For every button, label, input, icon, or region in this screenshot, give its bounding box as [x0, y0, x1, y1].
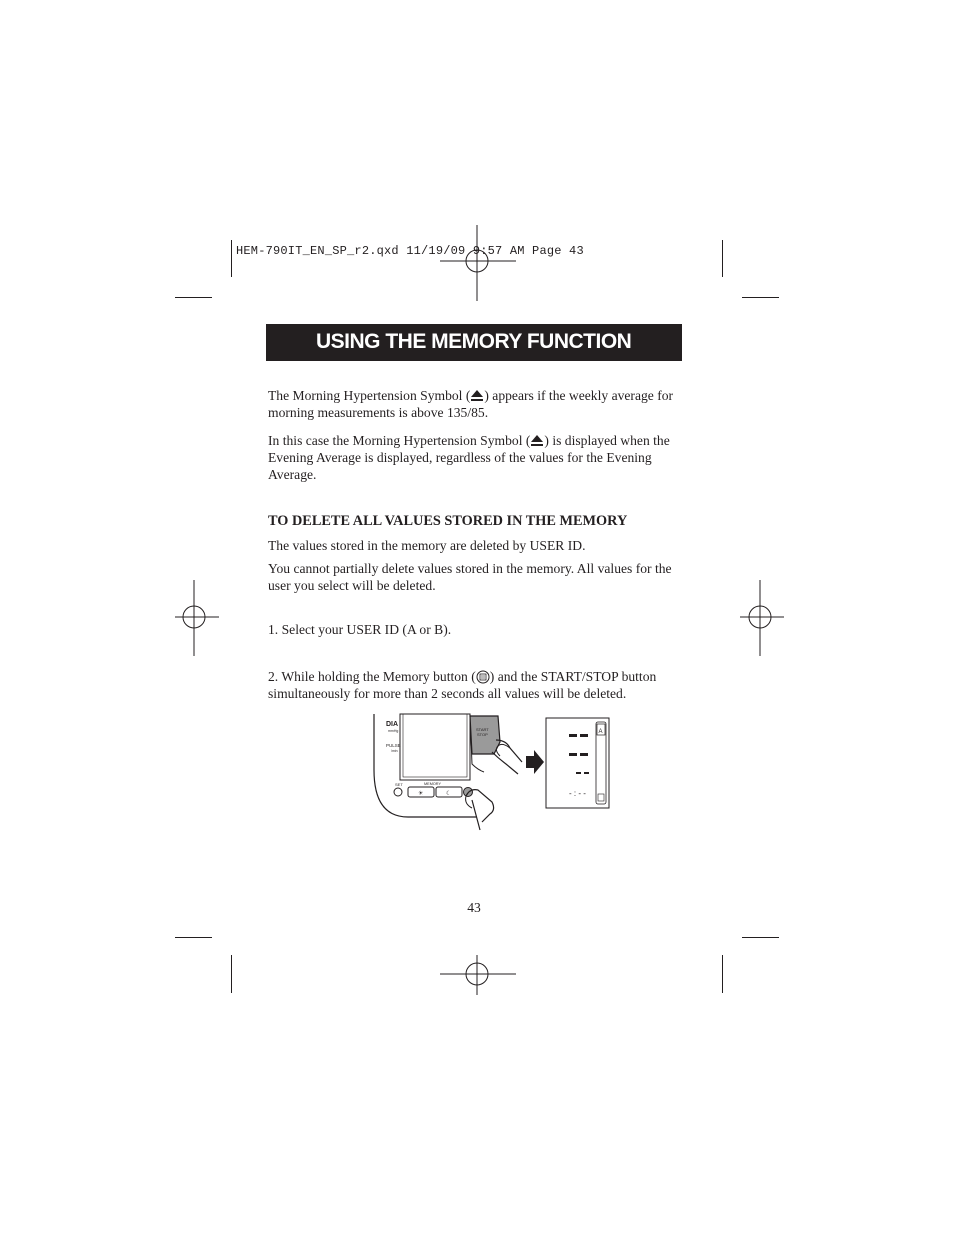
- morning-hypertension-icon: [470, 389, 484, 402]
- section-banner: [266, 324, 682, 361]
- step-2: 2. While holding the Memory button ( ) and the START/STOP button simultaneously for more than 2 seconds all values will be deleted.: [268, 669, 657, 701]
- pulse-unit: /min: [391, 749, 398, 753]
- registration-mark-bottom: [440, 955, 516, 995]
- dia-label: DIA: [386, 721, 399, 728]
- delete-memory-illustration: [360, 712, 620, 834]
- set-button: [394, 788, 402, 796]
- pulse-label: PULSE: [386, 743, 401, 748]
- registration-mark-right: [740, 580, 784, 656]
- memory-label: MEMORY: [424, 782, 442, 786]
- display-result: [546, 718, 609, 808]
- time-placeholder: - : - -: [569, 789, 586, 798]
- registration-mark-top: [440, 225, 516, 301]
- morning-hypertension-icon: [530, 434, 544, 447]
- step-1: 1. Select your USER ID (A or B).: [268, 622, 452, 637]
- svg-text:STOP: STOP: [477, 732, 488, 737]
- svg-text:☀: ☀: [418, 791, 424, 797]
- page-number: 43: [467, 900, 481, 915]
- start-stop-button: [470, 716, 500, 754]
- page-title: USING THE MEMORY FUNCTION: [316, 330, 632, 353]
- paragraph-delete-by-user: The values stored in the memory are deleted by USER ID.: [268, 538, 586, 553]
- svg-text:☾: ☾: [446, 791, 452, 797]
- paragraph-morning-symbol: The Morning Hypertension Symbol ( ) appears if the weekly average for morning measurements is above 135/85.: [268, 388, 674, 420]
- arrow-icon: [526, 750, 544, 774]
- memory-button-icon: [476, 670, 490, 684]
- dia-unit: mmHg: [388, 729, 399, 733]
- paragraph-evening-average: In this case the Morning Hypertension Symbol ( ) is displayed when the Evening Average is displayed, regardless of the values for the Evening Average.: [268, 433, 670, 482]
- file-slug: HEM-790IT_EN_SP_r2.qxd 11/19/09 9:57 AM Page 43: [236, 244, 584, 258]
- svg-text:START: START: [476, 727, 489, 732]
- user-a-indicator: A: [598, 729, 603, 735]
- section-heading: TO DELETE ALL VALUES STORED IN THE MEMORY: [268, 513, 628, 529]
- registration-mark-left: [175, 580, 219, 656]
- paragraph-no-partial-delete: You cannot partially delete values stored in the memory. All values for the user you select will be deleted.: [268, 561, 672, 593]
- set-label: SET: [395, 782, 403, 787]
